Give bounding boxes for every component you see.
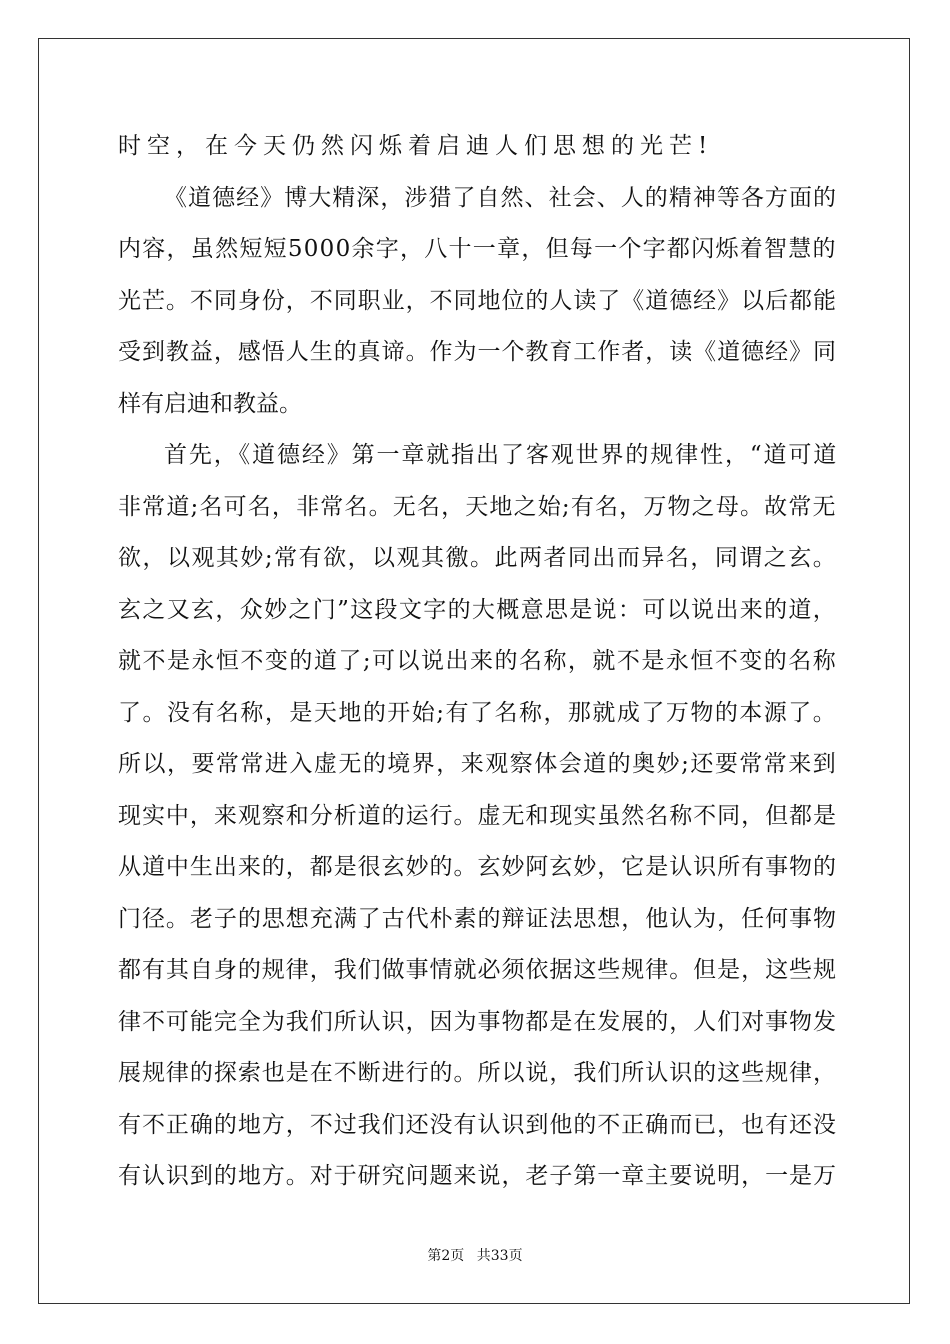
paragraph-first-line: 首先，《道德经》第一章就指出了客观世界的规律性，“道可道 <box>164 442 839 468</box>
text-line: 有认识到的地方。对于研究问题来说，老子第一章主要说明，一是万 <box>118 1163 837 1189</box>
text-line: 内容，虽然短短5000余字，八十一章，但每一个字都闪烁着智慧的 <box>118 236 837 262</box>
text-line: 时空，在今天仍然闪烁着启迪人们思想的光芒! <box>118 133 714 159</box>
text-line: 欲，以观其妙;常有欲，以观其徼。此两者同出而异名，同谓之玄。 <box>118 545 838 571</box>
paragraph-first-line: 《道德经》博大精深，涉猎了自然、社会、人的精神等各方面的 <box>164 185 838 211</box>
text-line: 了。没有名称，是天地的开始;有了名称，那就成了万物的本源了。 <box>118 700 838 726</box>
text-line: 就不是永恒不变的道了;可以说出来的名称，就不是永恒不变的名称 <box>118 648 838 674</box>
page-total: 共33页 <box>476 1248 523 1264</box>
text-line: 受到教益，感悟人生的真谛。作为一个教育工作者，读《道德经》同 <box>118 339 837 365</box>
text-line: 光芒。不同身份，不同职业，不同地位的人读了《道德经》以后都能 <box>118 288 837 314</box>
page-footer <box>0 1246 950 1266</box>
text-line: 展规律的探索也是在不断进行的。所以说，我们所认识的这些规律， <box>118 1060 837 1086</box>
text-line: 现实中，来观察和分析道的运行。虚无和现实虽然名称不同，但都是 <box>118 803 837 829</box>
text-line: 玄之又玄，众妙之门”这段文字的大概意思是说：可以说出来的道， <box>118 597 838 623</box>
text-line: 样有启迪和教益。 <box>118 391 302 417</box>
text-line: 都有其自身的规律，我们做事情就必须依据这些规律。但是，这些规 <box>118 957 837 983</box>
text-line: 有不正确的地方，不过我们还没有认识到他的不正确而已，也有还没 <box>118 1112 837 1138</box>
text-line: 律不可能完全为我们所认识，因为事物都是在发展的，人们对事物发 <box>118 1009 837 1035</box>
text-line: 所以，要常常进入虚无的境界，来观察体会道的奥妙;还要常常来到 <box>118 751 838 777</box>
page-number: 第2页 <box>427 1248 465 1264</box>
text-line: 非常道;名可名，非常名。无名，天地之始;有名，万物之母。故常无 <box>118 494 837 520</box>
text-line: 从道中生出来的，都是很玄妙的。玄妙阿玄妙，它是认识所有事物的 <box>118 854 837 880</box>
text-line: 门径。老子的思想充满了古代朴素的辩证法思想，他认为，任何事物 <box>118 906 837 932</box>
